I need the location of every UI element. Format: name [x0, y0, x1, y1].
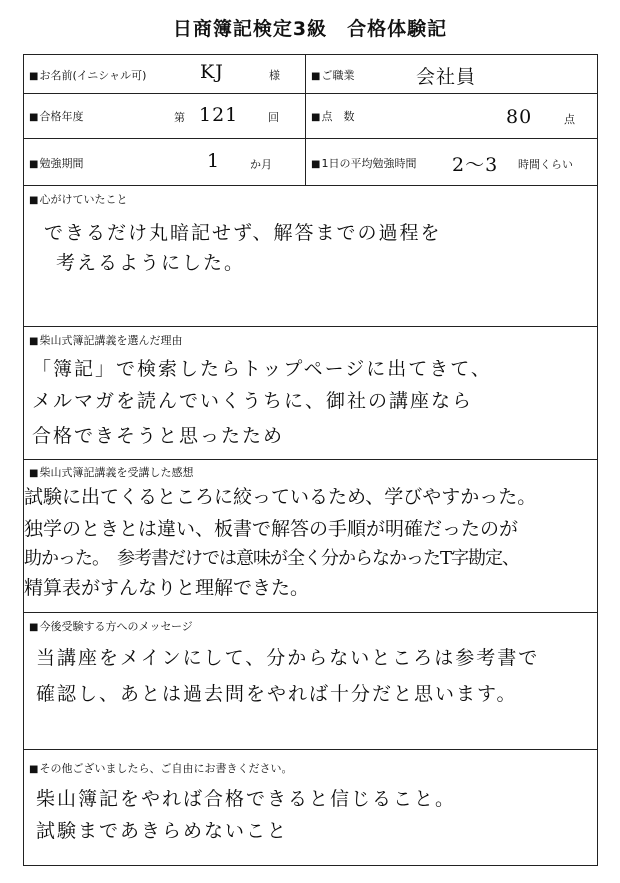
reason-line: 「簿記」で検索したらトップページに出てきて、 — [32, 358, 492, 380]
job-field — [305, 54, 598, 94]
score-suffix: 点 — [564, 113, 575, 126]
message-line: 当講座をメインにして、分からないところは参考書で — [36, 647, 540, 669]
year-value: 121 — [199, 104, 239, 126]
name-value: KJ — [200, 61, 224, 83]
mindset-label: ■ 心がけていたこと — [29, 191, 127, 207]
name-field — [23, 54, 306, 94]
reason-label: ■ 柴山式簿記講義を選んだ理由 — [29, 332, 182, 348]
period-label: ■ 勉強期間 — [29, 155, 83, 171]
reason-line: 合格できそうと思ったため — [32, 425, 285, 447]
other-section — [23, 749, 598, 866]
name-label: ■ お名前(イニシャル可) — [29, 67, 146, 83]
period-suffix: か月 — [250, 158, 272, 171]
reason-line: メルマガを読んでいくうちに、御社の講座なら — [32, 390, 474, 412]
impression-line: 精算表がすんなりと理解できた。 — [24, 577, 310, 599]
mindset-line: 考えるようにした。 — [56, 252, 246, 274]
year-suffix: 回 — [268, 111, 279, 124]
message-label: ■ 今後受験する方へのメッセージ — [29, 618, 193, 634]
other-line: 試験まであきらめないこと — [36, 820, 289, 842]
daily-hours-field — [305, 138, 598, 186]
period-field — [23, 138, 306, 186]
period-value: 1 — [207, 150, 221, 172]
year-prefix: 第 — [174, 111, 185, 124]
year-field — [23, 93, 306, 139]
daily-hours-suffix: 時間くらい — [518, 158, 573, 171]
impression-label: ■ 柴山式簿記講義を受講した感想 — [29, 464, 193, 480]
other-line: 柴山簿記をやれば合格できると信じること。 — [36, 788, 457, 810]
message-section — [23, 612, 598, 750]
year-label: ■ 合格年度 — [29, 108, 83, 124]
page-title: 日商簿記検定3級 合格体験記 — [172, 18, 448, 40]
impression-section — [23, 459, 598, 613]
mindset-line: できるだけ丸暗記せず、解答までの過程を — [44, 222, 442, 244]
message-line: 確認し、あとは過去問をやれば十分だと思います。 — [36, 683, 518, 705]
score-value: 80 — [506, 106, 533, 128]
name-suffix: 様 — [269, 69, 280, 82]
score-label: ■ 点 数 — [311, 108, 354, 124]
impression-line: 独学のときとは違い、板書で解答の手順が明確だったのが — [24, 518, 519, 540]
impression-line: 試験に出てくるところに絞っているため、学びやすかった。 — [24, 486, 537, 508]
mindset-section — [23, 185, 598, 327]
other-label: ■ その他ございましたら、ご自由にお書きください。 — [29, 760, 292, 776]
impression-line: 助かった。 参考書だけでは意味が全く分からなかったT字勘定、 — [24, 548, 520, 569]
job-label: ■ ご職業 — [311, 67, 354, 83]
daily-hours-label: ■ 1日の平均勉強時間 — [311, 155, 416, 171]
score-field — [305, 93, 598, 139]
daily-hours-value: 2～3 — [452, 154, 499, 176]
reason-section — [23, 326, 598, 460]
job-value: 会社員 — [416, 66, 477, 88]
